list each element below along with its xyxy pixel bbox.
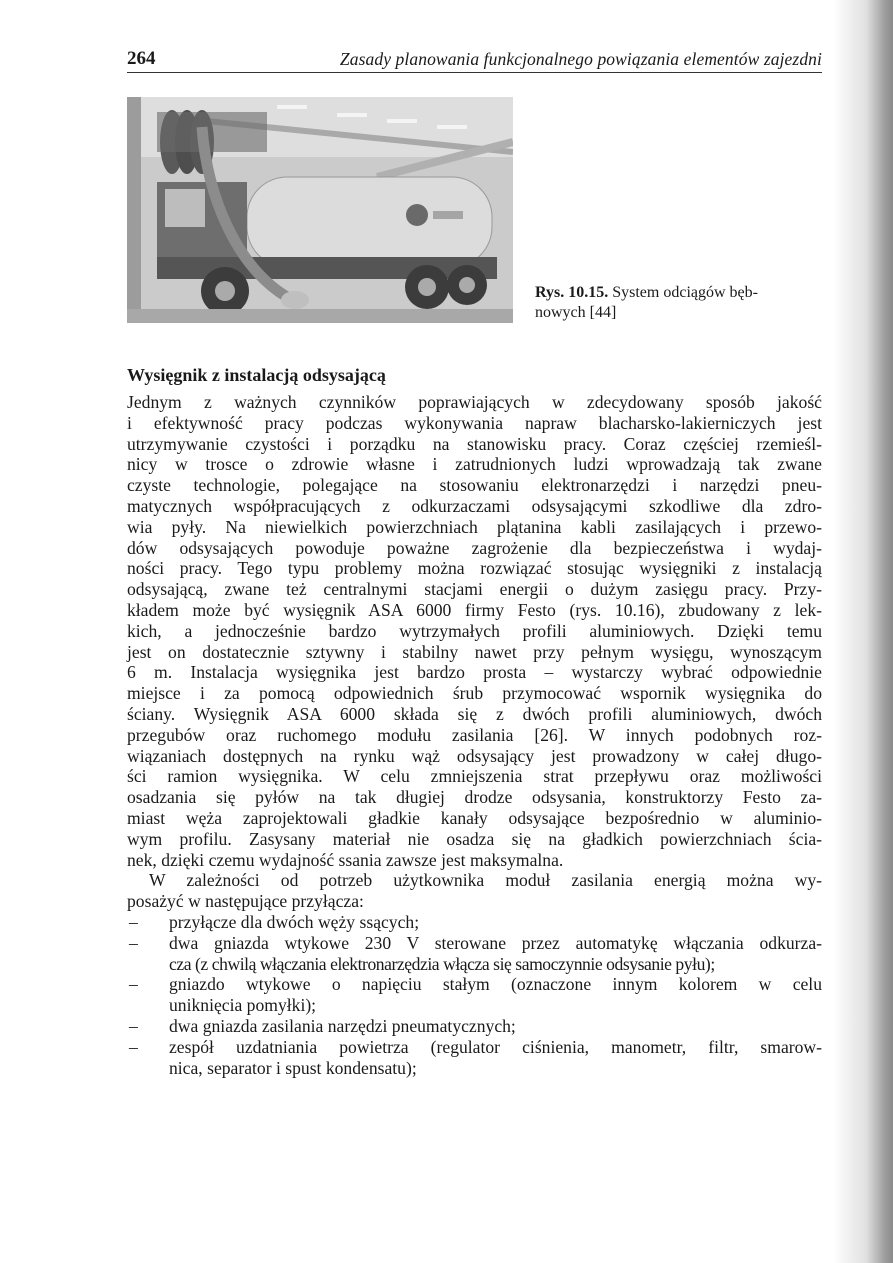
text-line: ści ramion wysięgnika. W celu zmniejszenia strat przepływu oraz możliwości [127, 766, 822, 787]
text-line: kich, a jednocześnie bardzo wytrzymałych profili aluminiowych. Dzięki temu [127, 620, 822, 641]
text-line: kładem może być wysięgnik ASA 6000 firmy Festo (rys. 10.16), zbudowany z lek- [127, 599, 822, 620]
body-text [127, 392, 822, 1078]
running-header [127, 48, 822, 73]
text-line: miast węża zaprojektowali gładkie kanały odsysające bezpośrednio w aluminio- [127, 807, 822, 828]
text-line: nek, dzięki czemu wydajność ssania zawsze jest maksymalna. [127, 849, 564, 870]
dash-bullet-icon: – [129, 1015, 138, 1036]
text-line: czyste technologie, polegające na stosowaniu elektronarzędzi i narzędzi pneu- [127, 475, 822, 496]
dash-bullet-icon: – [129, 974, 138, 995]
dash-bullet-icon: – [129, 911, 138, 932]
text-line: nica, separator i spust kondensatu); [169, 1057, 417, 1078]
running-title: Zasady planowania funkcjonalnego powiązania elementów zajezdni [339, 49, 822, 69]
list-item [127, 1016, 822, 1037]
text-line: wiązaniach dostępnych na rynku wąż odsysający jest prowadzony w całej długo- [127, 745, 822, 766]
list-item [127, 974, 822, 1016]
text-line: wia pyły. Na niewielkich powierzchniach plątanina kabli zasilających i przewo- [127, 516, 822, 537]
text-line: W zależności od potrzeb użytkownika moduł zasilania energią można wy- [149, 870, 822, 891]
text-line: nicy w trosce o zdrowie własne i zatrudnionych ludzi wprowadzają tak zwane [127, 454, 822, 475]
list-item [127, 933, 822, 975]
text-line: gniazdo wtykowe o napięciu stałym (oznaczone innym kolorem w celu [169, 974, 822, 995]
text-line: dów odsysających powoduje poważne zagrożenie dla bezpieczeństwa i wydaj- [127, 537, 822, 558]
text-line: 6 m. Instalacja wysięgnika jest bardzo prosta – wystarczy wybrać odpowiednie [127, 662, 822, 683]
text-line: utrzymywanie czystości i porządku na stanowisku pracy. Coraz częściej rzemieśl- [127, 433, 822, 454]
text-line: uniknięcia pomyłki); [169, 995, 317, 1016]
book-spine-shadow [833, 0, 893, 1263]
text-line: ściany. Wysięgnik ASA 6000 składa się z dwóch profili aluminiowych, dwóch [127, 703, 822, 724]
paragraph-1 [127, 392, 822, 870]
text-line: dwa gniazda zasilania narzędzi pneumatycznych; [169, 1015, 516, 1036]
dash-bullet-icon: – [129, 1036, 138, 1057]
text-line: i efektywność pracy podczas wykonywania napraw blacharsko-lakierniczych jest [127, 412, 822, 433]
figure-caption-text-2: nowych [44] [535, 304, 617, 321]
text-line: osadzania się pyłów na tak długiej drodze odsysania, konstruktorzy Festo za- [127, 787, 822, 808]
text-line: posażyć w następujące przyłącza: [127, 891, 364, 912]
figure-caption-text-1: System odciągów bęb- [612, 284, 758, 301]
text-line: wym profilu. Zasysany materiał nie osadza się na gładkich powierzchniach ścia- [127, 828, 822, 849]
text-line: ności pracy. Tego typu problemy można rozwiązać stosując wysięgniki z instalacją [127, 558, 822, 579]
text-line: przegubów oraz ruchomego modułu zasilania [26]. W innych podobnych roz- [127, 724, 822, 745]
figure-caption-label: Rys. 10.15. [535, 284, 609, 301]
text-line: miejsce i za pomocą odpowiednich śrub przymocować wspornik wysięgnika do [127, 683, 822, 704]
text-line: Jednym z ważnych czynników poprawiających w zdecydowany sposób jakość [127, 392, 822, 412]
text-line: cza (z chwilą włączania elektronarzędzia włącza się samoczynnie odsysanie pyłu); [169, 953, 715, 974]
text-line: zespół uzdatniania powietrza (regulator ciśnienia, manometr, filtr, smarow- [169, 1036, 822, 1057]
connector-list [127, 912, 822, 1078]
truck-photo-illustration [127, 97, 513, 323]
text-line: dwa gniazda wtykowe 230 V sterowane przez automatykę włączania odkurza- [169, 932, 822, 953]
text-line: przyłącze dla dwóch węży ssących; [169, 911, 420, 932]
page-number: 264 [127, 48, 156, 69]
text-line: odsysającą, zwane też centralnymi stacjami energii o dużym zasięgu pracy. Przy- [127, 579, 822, 600]
figure-caption [535, 283, 805, 323]
list-item [127, 912, 822, 933]
dash-bullet-icon: – [129, 932, 138, 953]
figure-photo-tanker-truck [127, 97, 513, 323]
section-heading: Wysięgnik z instalacją odsysającą [127, 365, 386, 385]
paragraph-2 [127, 870, 822, 912]
list-item [127, 1037, 822, 1079]
text-line: matycznych współpracujących z odkurzaczami odsysającymi szkodliwe dla zdro- [127, 495, 822, 516]
text-line: jest on dostatecznie sztywny i stabilny nawet przy pełnym wysięgu, wynoszącym [127, 641, 822, 662]
